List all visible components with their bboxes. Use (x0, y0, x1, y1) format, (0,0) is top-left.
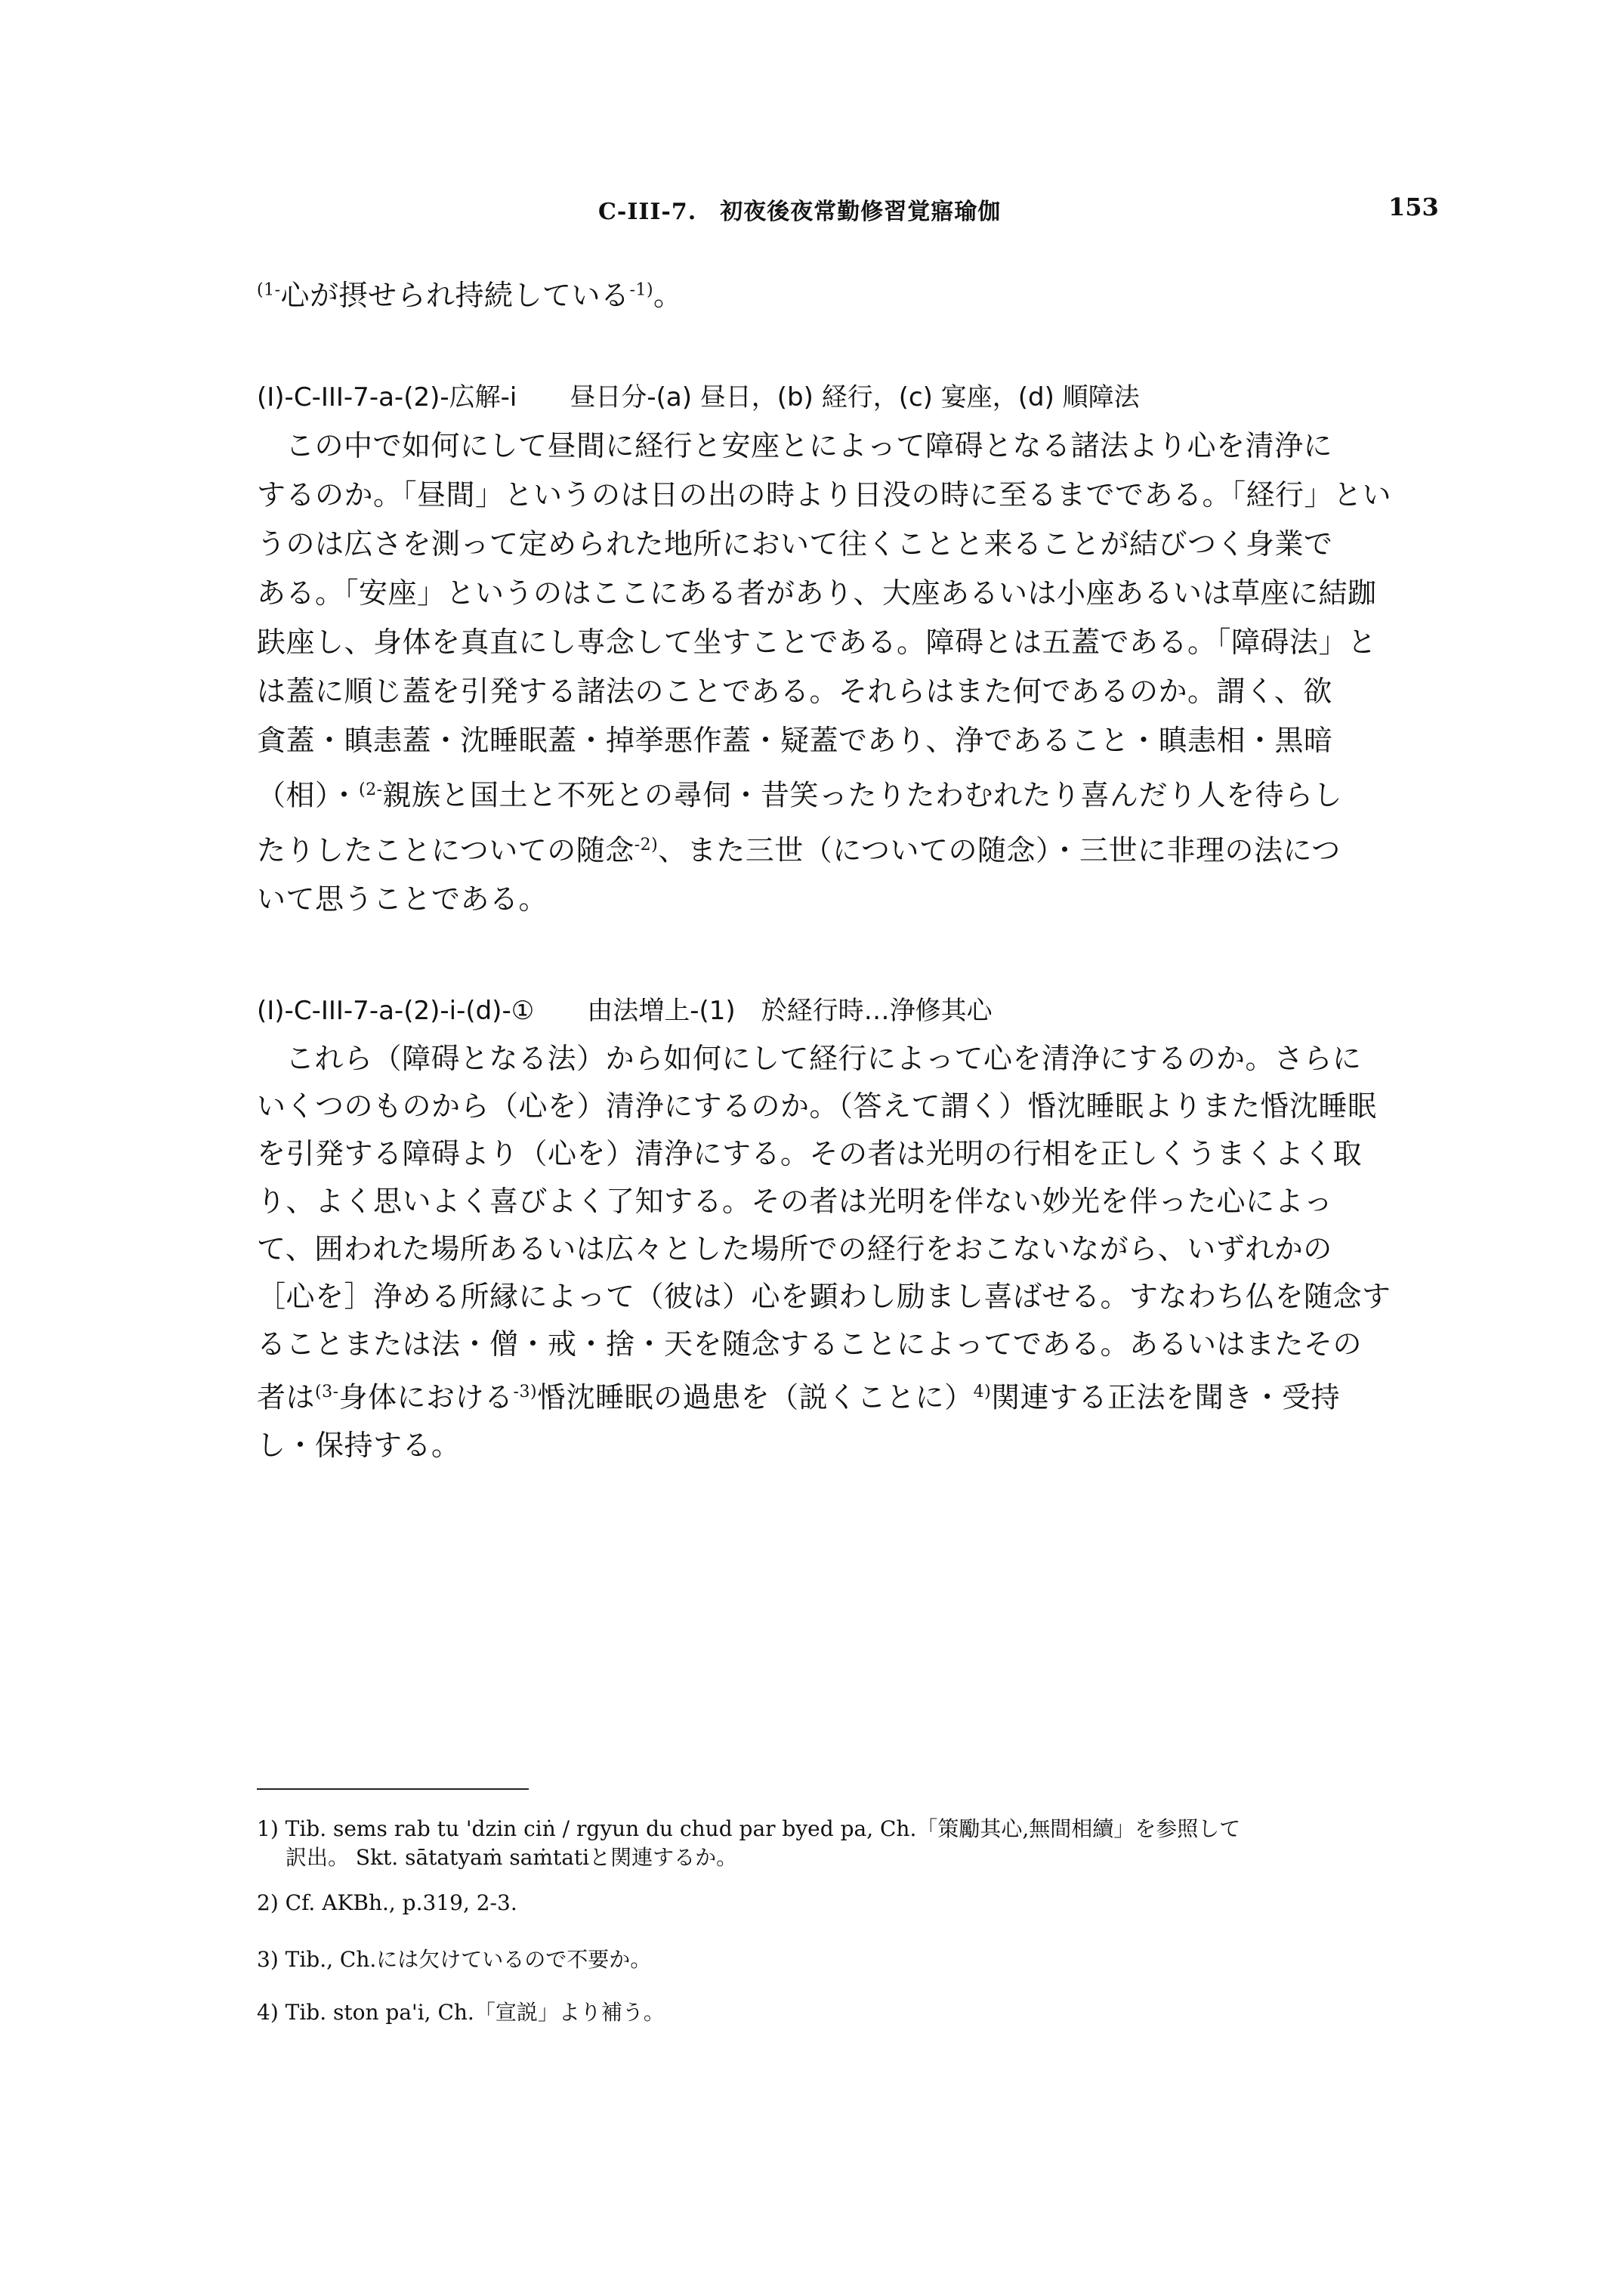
text-line: するのか。「昼間」というのは日の出の時より日没の時に至るまでである。「経行」とい (257, 478, 1392, 511)
section-heading-title: 由法増上-(1) 於経行時…浄修其心 (587, 996, 993, 1026)
page-number: 153 (1388, 193, 1439, 221)
text-line: いて思うことである。 (257, 882, 548, 916)
section-heading-title: 昼日分-(a) 昼日，(b) 経行，(c) 宴座，(d) 順障法 (570, 382, 1140, 413)
text-line (257, 1368, 1420, 1422)
text-line: ［心を］浄める所縁によって（彼は）心を顕わし励まし喜ばせる。すなわち仏を随念す (257, 1280, 1391, 1313)
footnote-text: 4) Tib. ston pa'i, Ch.「宣説」より補う。 (257, 2000, 665, 2025)
text-line: 趺座し、身体を真直にし専念して坐すことである。障碍とは五蓋である。「障碍法」と (257, 626, 1377, 659)
footnote-3 (257, 1943, 1435, 1973)
section-heading (257, 376, 1420, 422)
footnote-2 (257, 1890, 1435, 1915)
continuation-paragraph (257, 272, 1420, 314)
note-marker: (1- (257, 280, 281, 300)
footnote-text: 3) Tib., Ch.には欠けているので不要か。 (257, 1947, 652, 1972)
text-fragment: 関連する正法を聞き・受持 (991, 1380, 1341, 1414)
text-line: いくつのものから（心を）清浄にするのか。（答えて謂く）惛沈睡眠よりまた惛沈睡眠 (257, 1089, 1377, 1123)
note-marker: 4) (973, 1383, 992, 1401)
continuation-text: 心が摂せられ持続している (280, 279, 630, 312)
continuation-tail: 。 (653, 279, 683, 312)
running-title: C-III-7. 初夜後夜常勤修習覚寤瑜伽 (598, 199, 1002, 225)
text-fragment: 、また三世（についての随念）・三世に非理の法につ (658, 833, 1341, 867)
section-1-paragraph (257, 422, 1420, 924)
footnote-text: 訳出。 Skt. sātatyaṁ saṁtatiと関連するか。 (286, 1845, 738, 1870)
section-1 (257, 376, 1420, 924)
text-line: し・保持する。 (257, 1428, 461, 1462)
text-line: この中で如何にして昼間に経行と安座とによって障碍となる諸法より心を清浄に (286, 429, 1333, 462)
footnote-text: 1) Tib. sems rab tu 'dzin ciṅ / rgyun du chud par byed pa, Ch.「策勵其心,無間相續」を参照して (257, 1816, 1241, 1841)
text-line: ある。「安座」というのはここにある者があり、大座あるいは小座あるいは草座に結跏 (257, 576, 1377, 610)
section-heading-id: (I)-C-III-7-a-(2)-i-(d)-① (257, 996, 535, 1026)
text-line: ることまたは法・僧・戒・捨・天を随念することによってである。あるいはまたその (257, 1327, 1363, 1361)
section-2-paragraph (257, 1035, 1420, 1469)
note-marker: -3) (513, 1383, 538, 1401)
text-line: うのは広さを測って定められた地所において往くことと来ることが結びつく身業で (257, 527, 1333, 561)
section-2 (257, 990, 1420, 1469)
text-fragment: 親族と国土と不死との尋伺・昔笑ったりたわむれたり喜んだり人を待らし (382, 778, 1343, 812)
section-heading-id: (I)-C-III-7-a-(2)-広解-i (257, 382, 517, 413)
text-line: り、よく思いよく喜びよく了知する。その者は光明を伴ない妙光を伴った心によっ (257, 1185, 1333, 1218)
text-line: 貪蓋・瞋恚蓋・沈睡眠蓋・掉挙悪作蓋・疑蓋であり、浄であること・瞋恚相・黒暗 (257, 724, 1333, 757)
note-marker: -2) (634, 835, 659, 854)
text-fragment: （相）・ (257, 778, 360, 812)
continuation-line (257, 272, 1420, 314)
running-header (0, 193, 1624, 230)
note-marker: (2- (359, 780, 383, 799)
text-line: を引発する障碍より（心を）清浄にする。その者は光明の行相を正しくうまくよく取 (257, 1137, 1363, 1170)
text-fragment: 身体における (338, 1380, 514, 1414)
footnote-text: 2) Cf. AKBh., p.319, 2-3. (257, 1890, 517, 1915)
footnote-4 (257, 1996, 1435, 2026)
note-marker: (3- (315, 1383, 339, 1401)
note-marker: -1) (629, 280, 654, 300)
text-fragment: 者は (257, 1380, 316, 1414)
footnote-1 (257, 1815, 1435, 1872)
text-line (257, 765, 1420, 820)
text-line: は蓋に順じ蓋を引発する諸法のことである。それらはまた何であるのか。謂く、欲 (257, 675, 1332, 708)
text-line: て、囲われた場所あるいは広々とした場所での経行をおこないながら、いずれかの (257, 1232, 1332, 1265)
text-fragment: 惛沈睡眠の過患を（説くことに） (537, 1380, 974, 1414)
text-line (257, 820, 1420, 876)
section-heading (257, 990, 1420, 1035)
text-fragment: たりしたことについての随念 (257, 833, 634, 867)
text-line: これら（障碍となる法）から如何にして経行によって心を清浄にするのか。さらに (286, 1042, 1362, 1075)
footnote-divider (257, 1788, 529, 1790)
